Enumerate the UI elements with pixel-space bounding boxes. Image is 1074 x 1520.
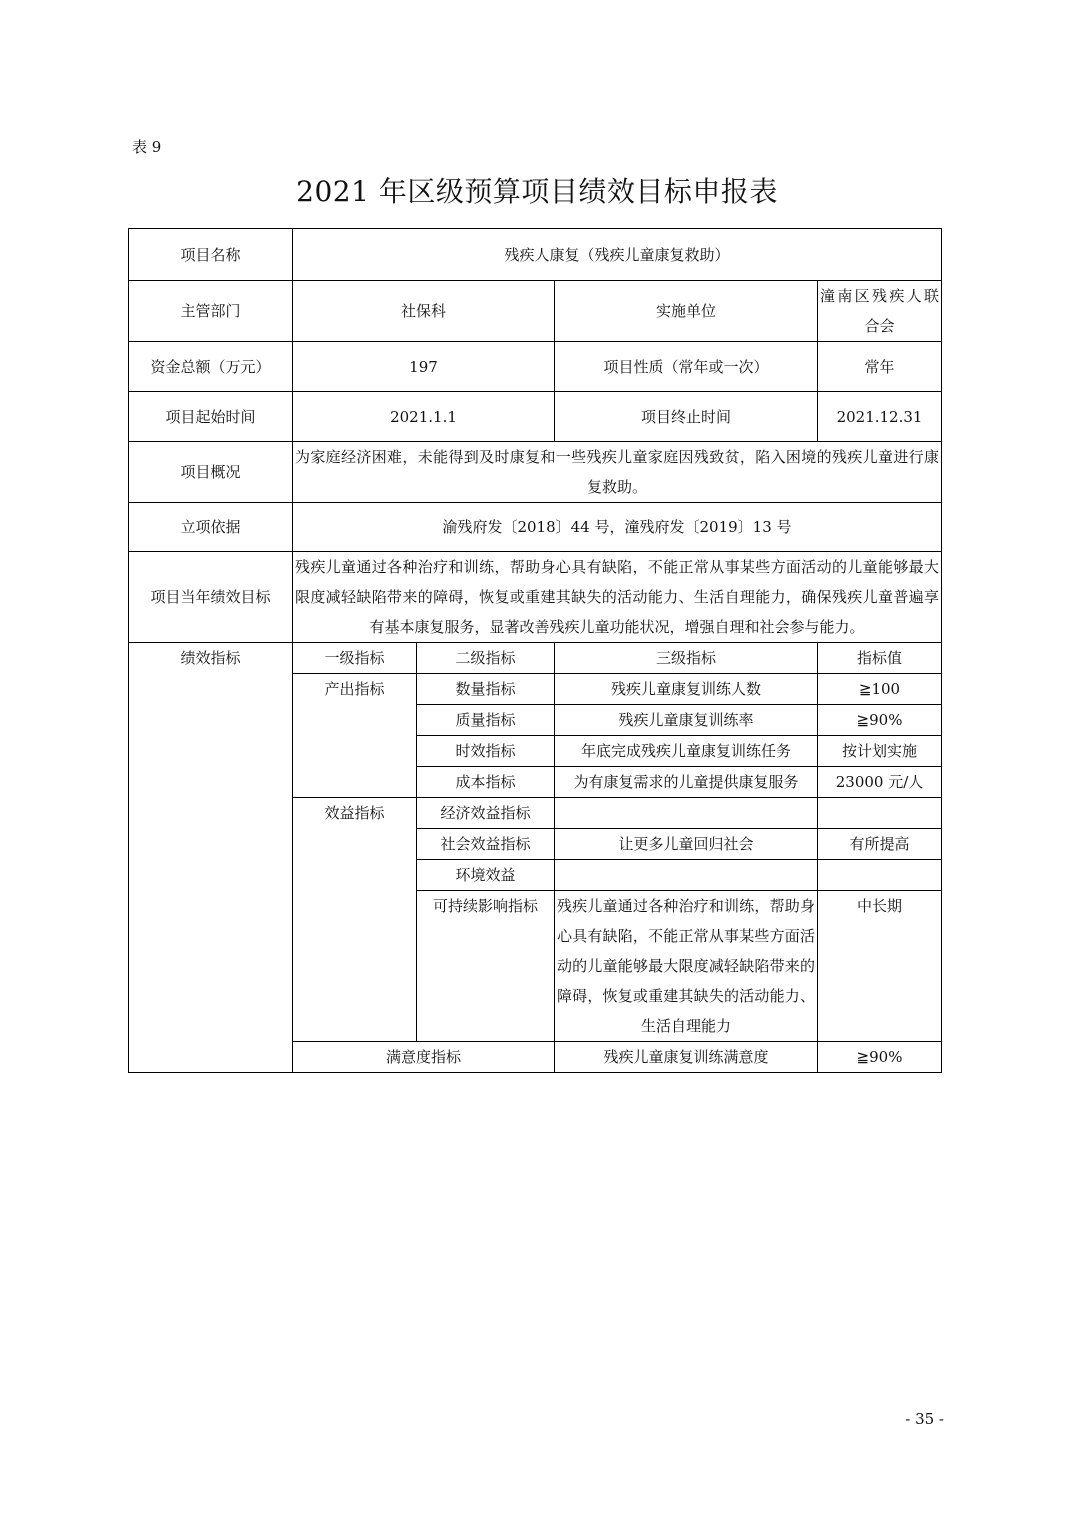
- level2-cell: 质量指标: [417, 705, 555, 736]
- implementing-unit-value: 潼南区残疾人联合会: [818, 281, 942, 342]
- basis-value: 渝残府发〔2018〕44 号，潼残府发〔2019〕13 号: [293, 503, 942, 552]
- level3-cell: 残疾儿童康复训练率: [555, 705, 818, 736]
- value-cell: [818, 860, 942, 891]
- annual-goal-label: 项目当年绩效目标: [129, 552, 293, 643]
- table-row: [129, 229, 942, 281]
- header-level3: 三级指标: [555, 643, 818, 674]
- table-row: [129, 643, 942, 674]
- level3-cell: 残疾儿童康复训练人数: [555, 674, 818, 705]
- page-number: - 35 -: [905, 1410, 944, 1428]
- performance-target-table: [128, 228, 942, 1073]
- value-cell: 23000 元/人: [818, 767, 942, 798]
- value-cell: 中长期: [818, 891, 942, 1042]
- header-level1: 一级指标: [293, 643, 417, 674]
- value-cell: ≧90%: [818, 705, 942, 736]
- end-time-value: 2021.12.31: [818, 392, 942, 442]
- start-time-label: 项目起始时间: [129, 392, 293, 442]
- header-level2: 二级指标: [417, 643, 555, 674]
- value-cell: ≧90%: [818, 1042, 942, 1073]
- implementing-unit-label: 实施单位: [555, 281, 818, 342]
- value-cell: 有所提高: [818, 829, 942, 860]
- level2-cell: 可持续影响指标: [417, 891, 555, 1042]
- level3-cell: 年底完成残疾儿童康复训练任务: [555, 736, 818, 767]
- level2-cell: 数量指标: [417, 674, 555, 705]
- project-name-value: 残疾人康复（残疾儿童康复救助）: [293, 229, 942, 281]
- table-row: [129, 281, 942, 342]
- table-row: [129, 392, 942, 442]
- total-funds-label: 资金总额（万元）: [129, 342, 293, 392]
- level3-cell: 残疾儿童康复训练满意度: [555, 1042, 818, 1073]
- annual-goal-value: 残疾儿童通过各种治疗和训练，帮助身心具有缺陷，不能正常从事某些方面活动的儿童能够最大限度减轻缺陷带来的障碍，恢复或重建其缺失的活动能力、生活自理能力，确保残疾儿童普遍享有基本康复服务，显著改善残疾儿童功能状况，增强自理和社会参与能力。: [293, 552, 942, 643]
- table-row: [129, 503, 942, 552]
- level3-cell: [555, 860, 818, 891]
- level2-cell: 经济效益指标: [417, 798, 555, 829]
- level3-cell: 残疾儿童通过各种治疗和训练，帮助身心具有缺陷，不能正常从事某些方面活动的儿童能够最大限度减轻缺陷带来的障碍，恢复或重建其缺失的活动能力、生活自理能力: [555, 891, 818, 1042]
- value-cell: [818, 798, 942, 829]
- satisfaction-indicator-label: 满意度指标: [293, 1042, 555, 1073]
- output-indicator-label: 产出指标: [293, 674, 417, 798]
- value-cell: ≧100: [818, 674, 942, 705]
- level2-cell: 环境效益: [417, 860, 555, 891]
- table-row: [129, 342, 942, 392]
- level3-cell: 让更多儿童回归社会: [555, 829, 818, 860]
- table-row: [129, 552, 942, 643]
- department-label: 主管部门: [129, 281, 293, 342]
- end-time-label: 项目终止时间: [555, 392, 818, 442]
- indicators-section-label: 绩效指标: [129, 643, 293, 1073]
- start-time-value: 2021.1.1: [293, 392, 555, 442]
- department-value: 社保科: [293, 281, 555, 342]
- level2-cell: 社会效益指标: [417, 829, 555, 860]
- benefit-indicator-label: 效益指标: [293, 798, 417, 1042]
- project-name-label: 项目名称: [129, 229, 293, 281]
- level2-cell: 时效指标: [417, 736, 555, 767]
- level2-cell: 成本指标: [417, 767, 555, 798]
- table-row: [129, 442, 942, 503]
- table-label: 表 9: [132, 138, 162, 156]
- total-funds-value: 197: [293, 342, 555, 392]
- overview-value: 为家庭经济困难，未能得到及时康复和一些残疾儿童家庭因残致贫，陷入困境的残疾儿童进行康复救助。: [293, 442, 942, 503]
- page-title: 2021 年区级预算项目绩效目标申报表: [296, 175, 778, 208]
- header-value: 指标值: [818, 643, 942, 674]
- overview-label: 项目概况: [129, 442, 293, 503]
- level3-cell: [555, 798, 818, 829]
- basis-label: 立项依据: [129, 503, 293, 552]
- value-cell: 按计划实施: [818, 736, 942, 767]
- project-nature-label: 项目性质（常年或一次）: [555, 342, 818, 392]
- level3-cell: 为有康复需求的儿童提供康复服务: [555, 767, 818, 798]
- project-nature-value: 常年: [818, 342, 942, 392]
